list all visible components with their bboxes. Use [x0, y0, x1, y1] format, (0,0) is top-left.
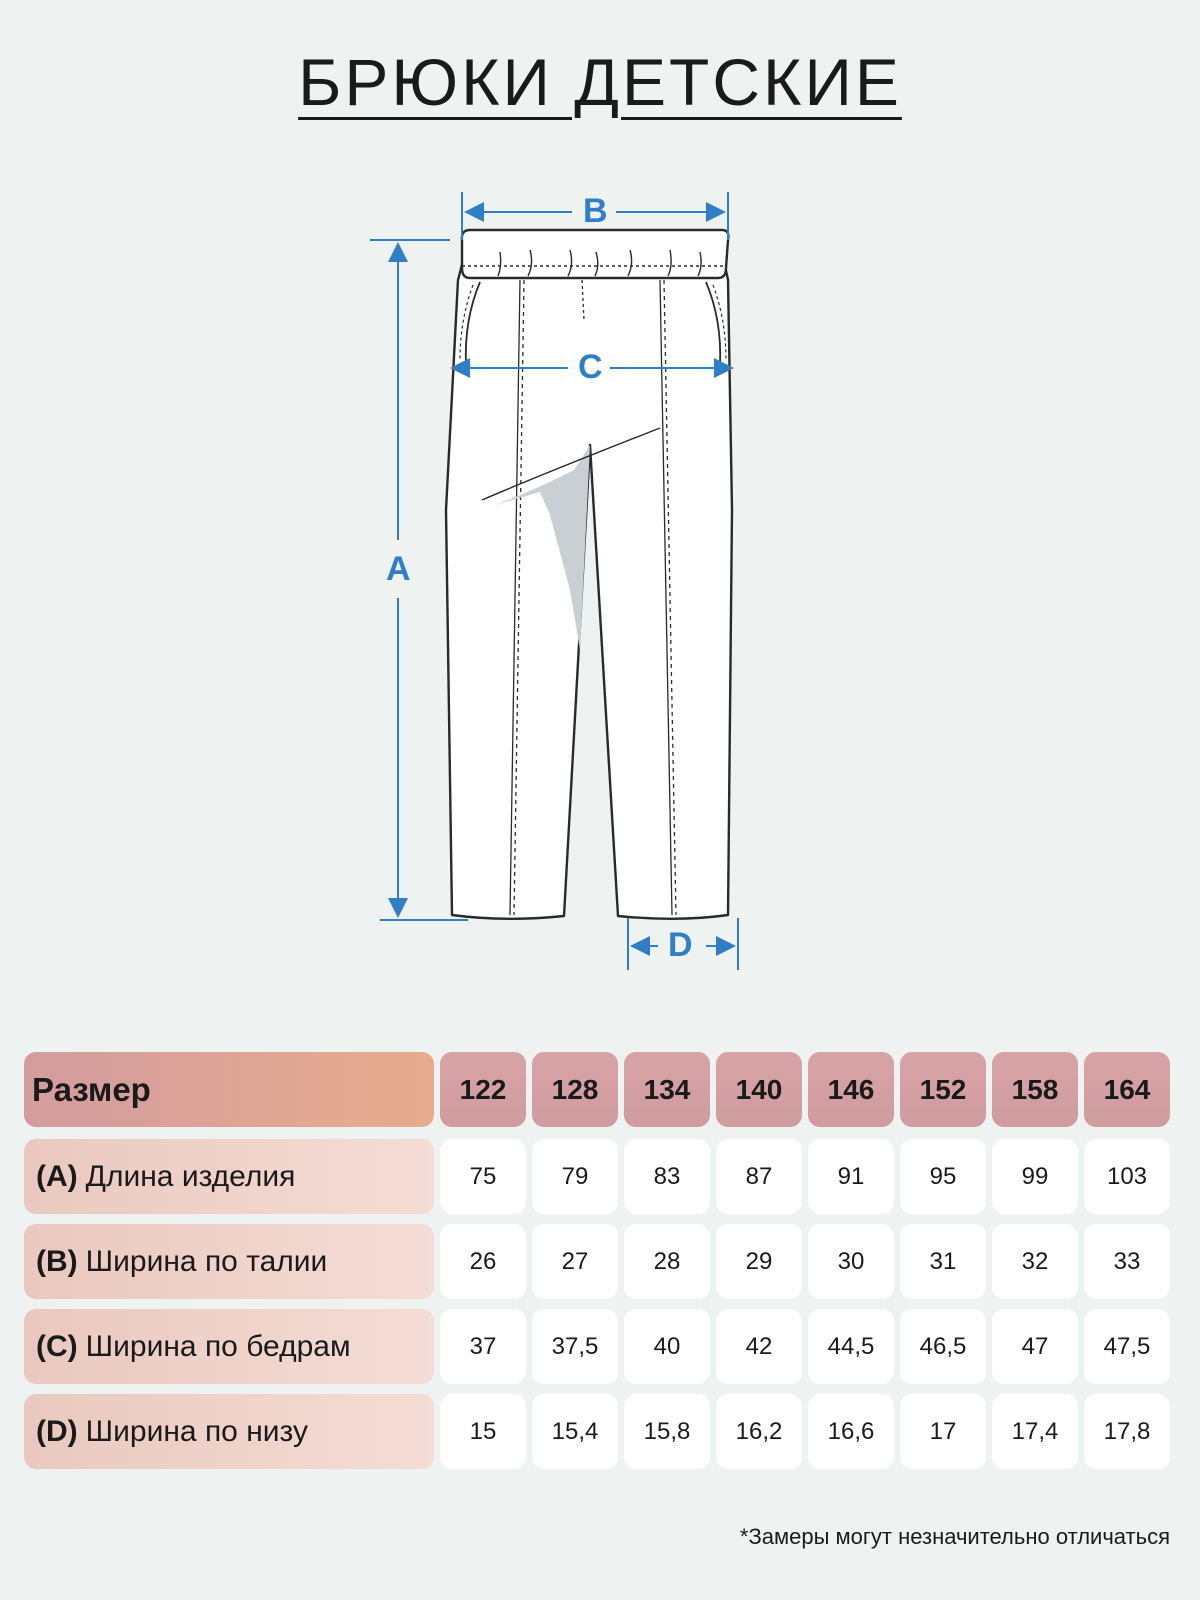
- table-cell: 44,5: [808, 1309, 894, 1384]
- row-code: (B): [36, 1244, 78, 1278]
- table-cell: 31: [900, 1224, 986, 1299]
- table-cell: 46,5: [900, 1309, 986, 1384]
- row-name: Длина изделия: [85, 1159, 296, 1193]
- row-label: [24, 1309, 434, 1384]
- row-label: [24, 1139, 434, 1214]
- page-title: [0, 44, 1200, 120]
- table-cell: 28: [624, 1224, 710, 1299]
- table-cell: 40: [624, 1309, 710, 1384]
- table-cell: 29: [716, 1224, 802, 1299]
- table-row-length: [24, 1139, 1176, 1214]
- row-name: Ширина по талии: [85, 1244, 328, 1278]
- size-header-cell: 152: [900, 1052, 986, 1127]
- dimension-c-label: C: [578, 348, 603, 386]
- row-code: (A): [36, 1159, 78, 1193]
- size-header-cell: 146: [808, 1052, 894, 1127]
- table-cell: 15,4: [532, 1394, 618, 1469]
- size-header-cell: 128: [532, 1052, 618, 1127]
- pants-diagram: [360, 170, 780, 1000]
- table-cell: 79: [532, 1139, 618, 1214]
- footnote: *Замеры могут незначительно отличаться: [739, 1524, 1170, 1549]
- row-code: (C): [36, 1329, 78, 1363]
- table-cell: 26: [440, 1224, 526, 1299]
- table-cell: 42: [716, 1309, 802, 1384]
- row-name: Ширина по низу: [85, 1414, 308, 1448]
- table-row-hem: [24, 1394, 1176, 1469]
- table-cell: 16,6: [808, 1394, 894, 1469]
- size-header-cell: 122: [440, 1052, 526, 1127]
- table-cell: 32: [992, 1224, 1078, 1299]
- table-cell: 47,5: [1084, 1309, 1170, 1384]
- row-name: Ширина по бедрам: [85, 1329, 351, 1363]
- table-cell: 75: [440, 1139, 526, 1214]
- table-cell: 15: [440, 1394, 526, 1469]
- size-header-row: [24, 1052, 1176, 1127]
- table-cell: 83: [624, 1139, 710, 1214]
- size-header-cell: 134: [624, 1052, 710, 1127]
- size-header-label: Размер: [24, 1052, 434, 1127]
- table-cell: 17,4: [992, 1394, 1078, 1469]
- table-cell: 99: [992, 1139, 1078, 1214]
- table-cell: 16,2: [716, 1394, 802, 1469]
- table-cell: 37: [440, 1309, 526, 1384]
- dimension-a-label: A: [386, 550, 411, 588]
- dimension-d-label: D: [668, 926, 693, 964]
- pants-outline: [446, 230, 732, 919]
- size-header-cell: 164: [1084, 1052, 1170, 1127]
- page-title-text: БРЮКИ ДЕТСКИЕ: [298, 45, 902, 119]
- row-label: [24, 1394, 434, 1469]
- table-row-hips: [24, 1309, 1176, 1384]
- size-header-cell: 140: [716, 1052, 802, 1127]
- dimension-b-label: B: [583, 192, 608, 230]
- table-cell: 87: [716, 1139, 802, 1214]
- size-header-cell: 158: [992, 1052, 1078, 1127]
- table-cell: 91: [808, 1139, 894, 1214]
- pants-illustration: [360, 170, 780, 1000]
- table-cell: 27: [532, 1224, 618, 1299]
- table-cell: 37,5: [532, 1309, 618, 1384]
- table-cell: 47: [992, 1309, 1078, 1384]
- table-cell: 17,8: [1084, 1394, 1170, 1469]
- table-row-waist: [24, 1224, 1176, 1299]
- size-table: [24, 1052, 1176, 1479]
- table-cell: 33: [1084, 1224, 1170, 1299]
- table-cell: 17: [900, 1394, 986, 1469]
- table-cell: 30: [808, 1224, 894, 1299]
- table-cell: 95: [900, 1139, 986, 1214]
- table-cell: 103: [1084, 1139, 1170, 1214]
- table-cell: 15,8: [624, 1394, 710, 1469]
- row-code: (D): [36, 1414, 78, 1448]
- row-label: [24, 1224, 434, 1299]
